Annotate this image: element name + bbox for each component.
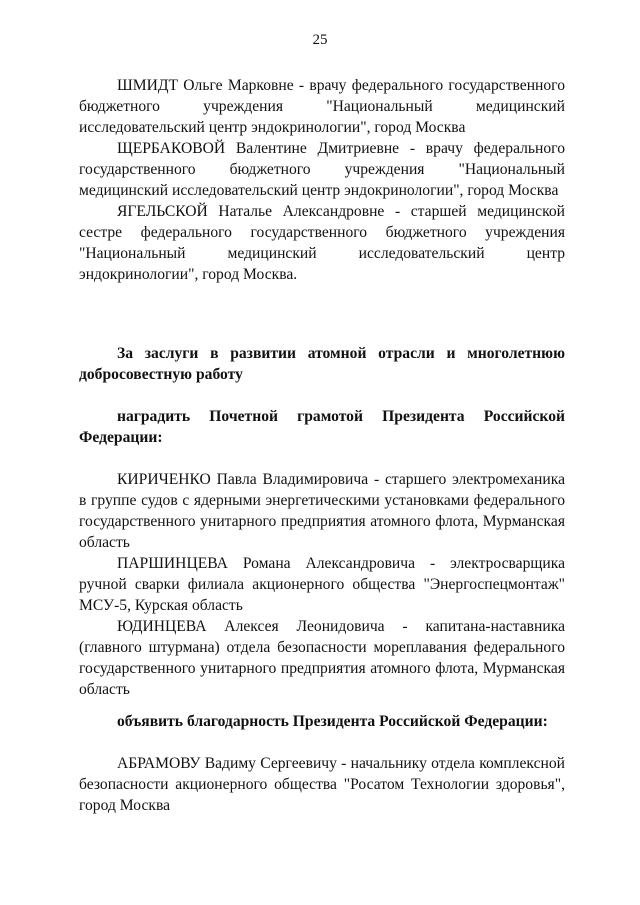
page-number: 25 — [312, 32, 328, 48]
gratitude-heading — [79, 711, 565, 732]
award-heading — [79, 406, 565, 448]
award-heading-text: наградить Почетной грамотой Президента Российской Федерации: — [79, 408, 565, 446]
awardee-entry: ЩЕРБАКОВОЙ Валентине Дмитриевне - врачу федерального государственного бюджетного учреждения "Национальный медицинский исследовательский центр эндокринологии", город Москва — [79, 140, 565, 199]
section-heading — [79, 343, 565, 385]
gratitude-heading-text: объявить благодарность Президента Российской Федерации: — [117, 713, 548, 730]
awardee-entry: ШМИДТ Ольге Марковне - врачу федерального государственного бюджетного учреждения "Национальный медицинский исследовательский центр эндокринологии", город Москва — [79, 77, 565, 136]
awardee-entry: КИРИЧЕНКО Павла Владимировича - старшего электромеханика в группе судов с ядерными энергетическими установками федерального государственного унитарного предприятия атомного флота, Мурманская область — [79, 471, 565, 551]
awardees-list-gratitude — [79, 753, 565, 816]
awardee-entry: ЯГЕЛЬСКОЙ Наталье Александровне - старшей медицинской сестре федерального государственного бюджетного учреждения "Национальный медицинский исследовательский центр эндокринологии", город Москва. — [79, 203, 565, 283]
awardees-list-medical — [79, 75, 565, 285]
awardee-entry: ЮДИНЦЕВА Алексея Леонидовича - капитана-наставника (главного штурмана) отдела безопасности мореплавания федерального государственного унитарного предприятия атомного флота, Мурманская область — [79, 618, 565, 698]
awardee-entry: ПАРШИНЦЕВА Романа Александровича - электросварщика ручной сварки филиала акционерного общества "Энергоспецмонтаж" МСУ-5, Курская область — [79, 555, 565, 614]
awardees-list-atomic — [79, 469, 565, 700]
awardee-entry: АБРАМОВУ Вадиму Сергеевичу - начальнику отдела комплексной безопасности акционерного общества "Росатом Технологии здоровья", город Москва — [79, 755, 565, 814]
section-heading-text: За заслуги в развитии атомной отрасли и многолетнюю добросовестную работу — [79, 345, 565, 383]
